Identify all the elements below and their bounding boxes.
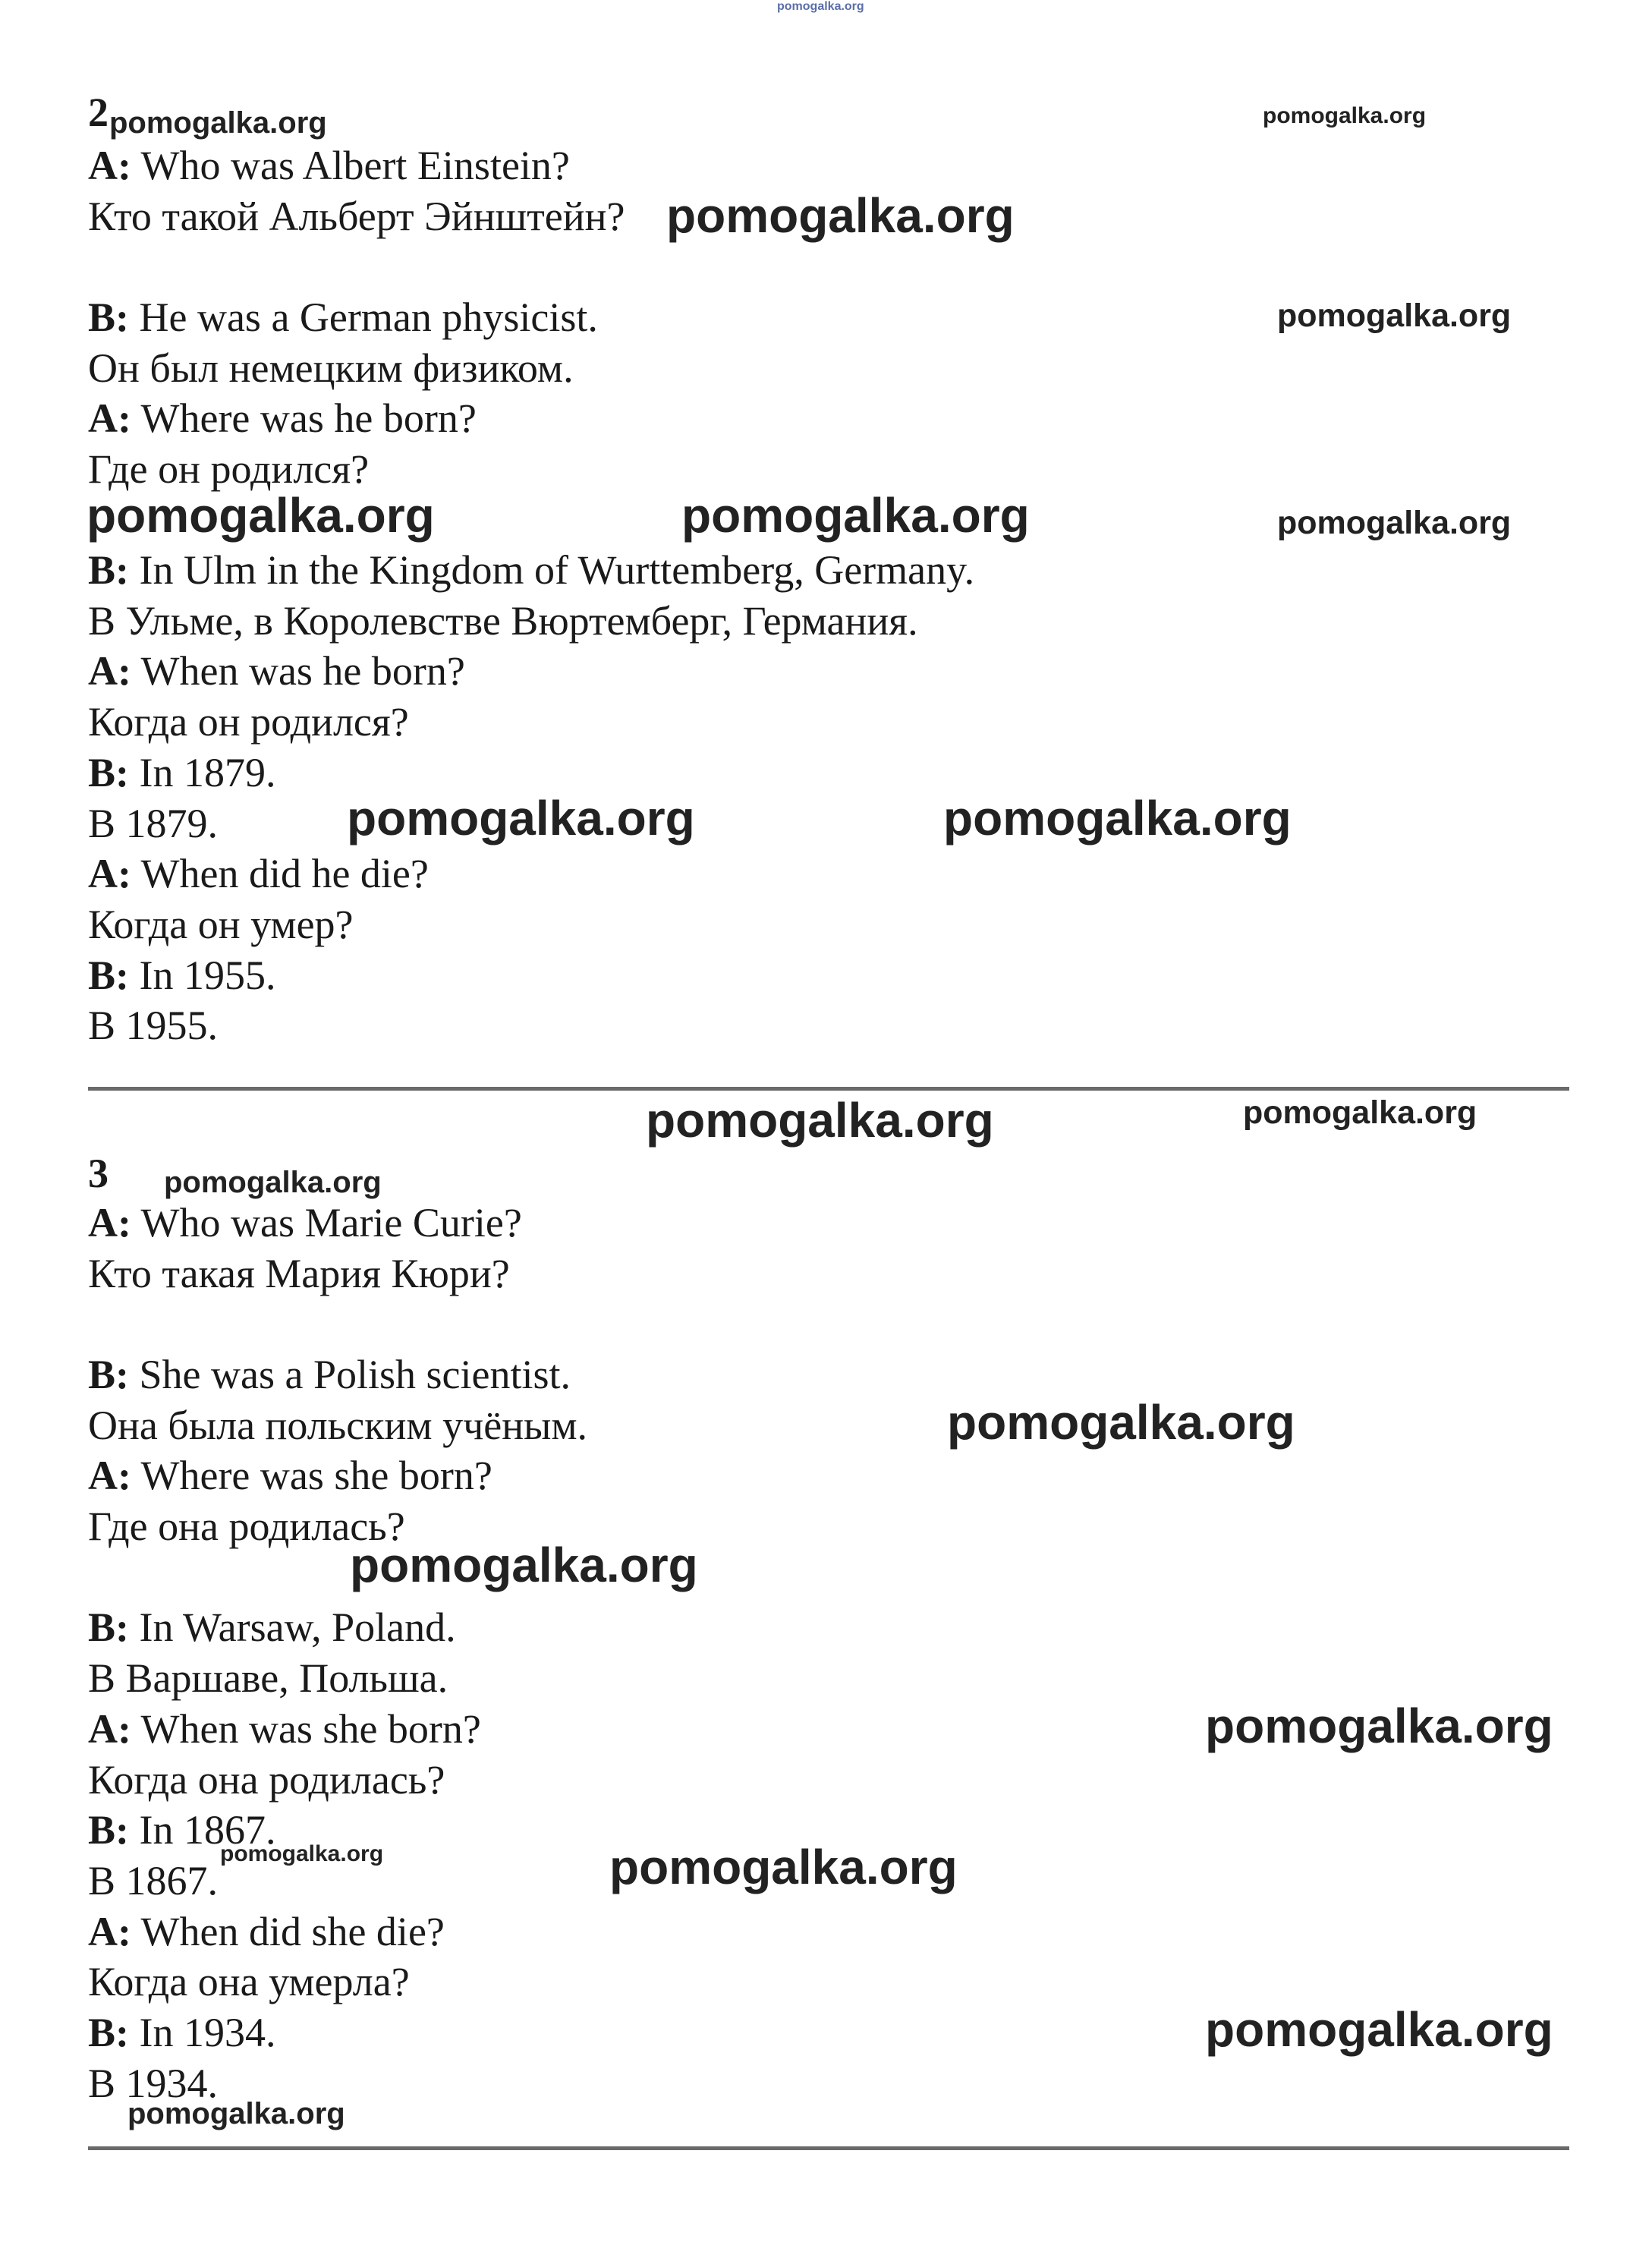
translation-line: Кто такая Мария Кюри?	[88, 1251, 510, 1296]
speaker-label: B:	[88, 1604, 129, 1650]
translation-line: Она была польским учёным.	[88, 1403, 588, 1448]
watermark: pomogalka.org	[1205, 1699, 1553, 1753]
speaker-label: B:	[88, 547, 129, 593]
section-divider	[88, 2146, 1569, 2150]
line-text: In Ulm in the Kingdom of Wurttemberg, Germany.	[139, 547, 975, 593]
speaker-label: A:	[88, 1453, 131, 1498]
dialogue-line	[88, 294, 598, 340]
line-text: Who was Marie Curie?	[140, 1200, 522, 1245]
dialogue-line	[88, 648, 465, 694]
speaker-label: B:	[88, 953, 129, 998]
dialogue-line	[88, 1455, 492, 1496]
translation-line: Когда он родился?	[88, 699, 409, 745]
speaker-label: B:	[88, 1352, 129, 1397]
translation-line: Он был немецким физиком.	[88, 345, 574, 391]
dialogue-line	[88, 853, 429, 894]
section-divider	[88, 1087, 1569, 1091]
line-text: In Warsaw, Poland.	[139, 1604, 456, 1650]
dialogue-line	[88, 547, 975, 593]
line-text: When did she die?	[140, 1909, 445, 1954]
watermark: pomogalka.org	[87, 488, 435, 543]
translation-line: Когда он умер?	[88, 902, 354, 947]
watermark: pomogalka.org	[1277, 298, 1512, 334]
speaker-label: A:	[88, 1909, 131, 1954]
dialogue-line	[88, 1354, 571, 1395]
speaker-label: B:	[88, 294, 129, 340]
line-text: In 1934.	[139, 2010, 276, 2055]
translation-line: В 1955.	[88, 1003, 219, 1048]
dialogue-line	[88, 1202, 522, 1243]
translation-line: В 1867.	[88, 1858, 219, 1903]
line-text: He was a German physicist.	[139, 294, 598, 340]
speaker-label: A:	[88, 395, 131, 441]
translation-line: Кто такой Альберт Эйнштейн?	[88, 194, 625, 239]
section-number: 3	[88, 1151, 109, 1196]
line-text: Where was he born?	[140, 395, 477, 441]
watermark: pomogalka.org	[1243, 1094, 1477, 1131]
watermark: pomogalka.org	[666, 188, 1015, 243]
translation-line: В 1879.	[88, 801, 219, 846]
dialogue-line	[88, 1706, 481, 1752]
watermark: pomogalka.org	[164, 1166, 382, 1199]
speaker-label: B:	[88, 750, 129, 795]
dialogue-line	[88, 752, 275, 793]
translation-line: В 1934.	[88, 2061, 219, 2106]
watermark: pomogalka.org	[350, 1538, 698, 1592]
line-text: When was she born?	[140, 1706, 481, 1752]
watermark: pomogalka.org	[681, 488, 1030, 543]
translation-line: В Варшаве, Польша.	[88, 1655, 448, 1701]
speaker-label: A:	[88, 648, 131, 694]
speaker-label: A:	[88, 143, 131, 188]
dialogue-line	[88, 2012, 275, 2053]
watermark: pomogalka.org	[646, 1093, 994, 1148]
watermark: pomogalka.org	[609, 1840, 958, 1894]
line-text: In 1879.	[139, 750, 276, 795]
line-text: She was a Polish scientist.	[139, 1352, 571, 1397]
watermark: pomogalka.org	[127, 2097, 345, 2130]
translation-line: Где он родился?	[88, 446, 370, 492]
watermark: pomogalka.org	[1263, 103, 1427, 128]
speaker-label: A:	[88, 1200, 131, 1245]
watermark: pomogalka.org	[220, 1841, 384, 1866]
watermark: pomogalka.org	[1277, 505, 1512, 541]
dialogue-line	[88, 955, 275, 996]
dialogue-line	[88, 1911, 445, 1952]
line-text: When did he die?	[140, 851, 429, 896]
watermark: pomogalka.org	[947, 1395, 1295, 1450]
watermark: pomogalka.org	[347, 791, 695, 845]
line-text: Where was she born?	[140, 1453, 492, 1498]
dialogue-line	[88, 395, 477, 441]
dialogue-line	[88, 145, 570, 186]
translation-line: Где она родилась?	[88, 1504, 405, 1549]
watermark: pomogalka.org	[109, 106, 327, 140]
translation-line: В Ульме, в Королевстве Вюртемберг, Германия.	[88, 598, 918, 644]
line-text: In 1955.	[139, 953, 276, 998]
watermark: pomogalka.org	[943, 791, 1292, 845]
translation-line: Когда она родилась?	[88, 1757, 445, 1803]
dialogue-line	[88, 1604, 456, 1650]
line-text: In 1867.	[139, 1807, 276, 1853]
watermark: pomogalka.org	[777, 0, 864, 13]
watermark: pomogalka.org	[1205, 2002, 1553, 2057]
speaker-label: A:	[88, 1706, 131, 1752]
line-text: Who was Albert Einstein?	[140, 143, 570, 188]
line-text: When was he born?	[140, 648, 465, 694]
section-number: 2	[88, 90, 109, 135]
translation-line: Когда она умерла?	[88, 1959, 410, 2004]
speaker-label: B:	[88, 1807, 129, 1853]
speaker-label: A:	[88, 851, 131, 896]
speaker-label: B:	[88, 2010, 129, 2055]
